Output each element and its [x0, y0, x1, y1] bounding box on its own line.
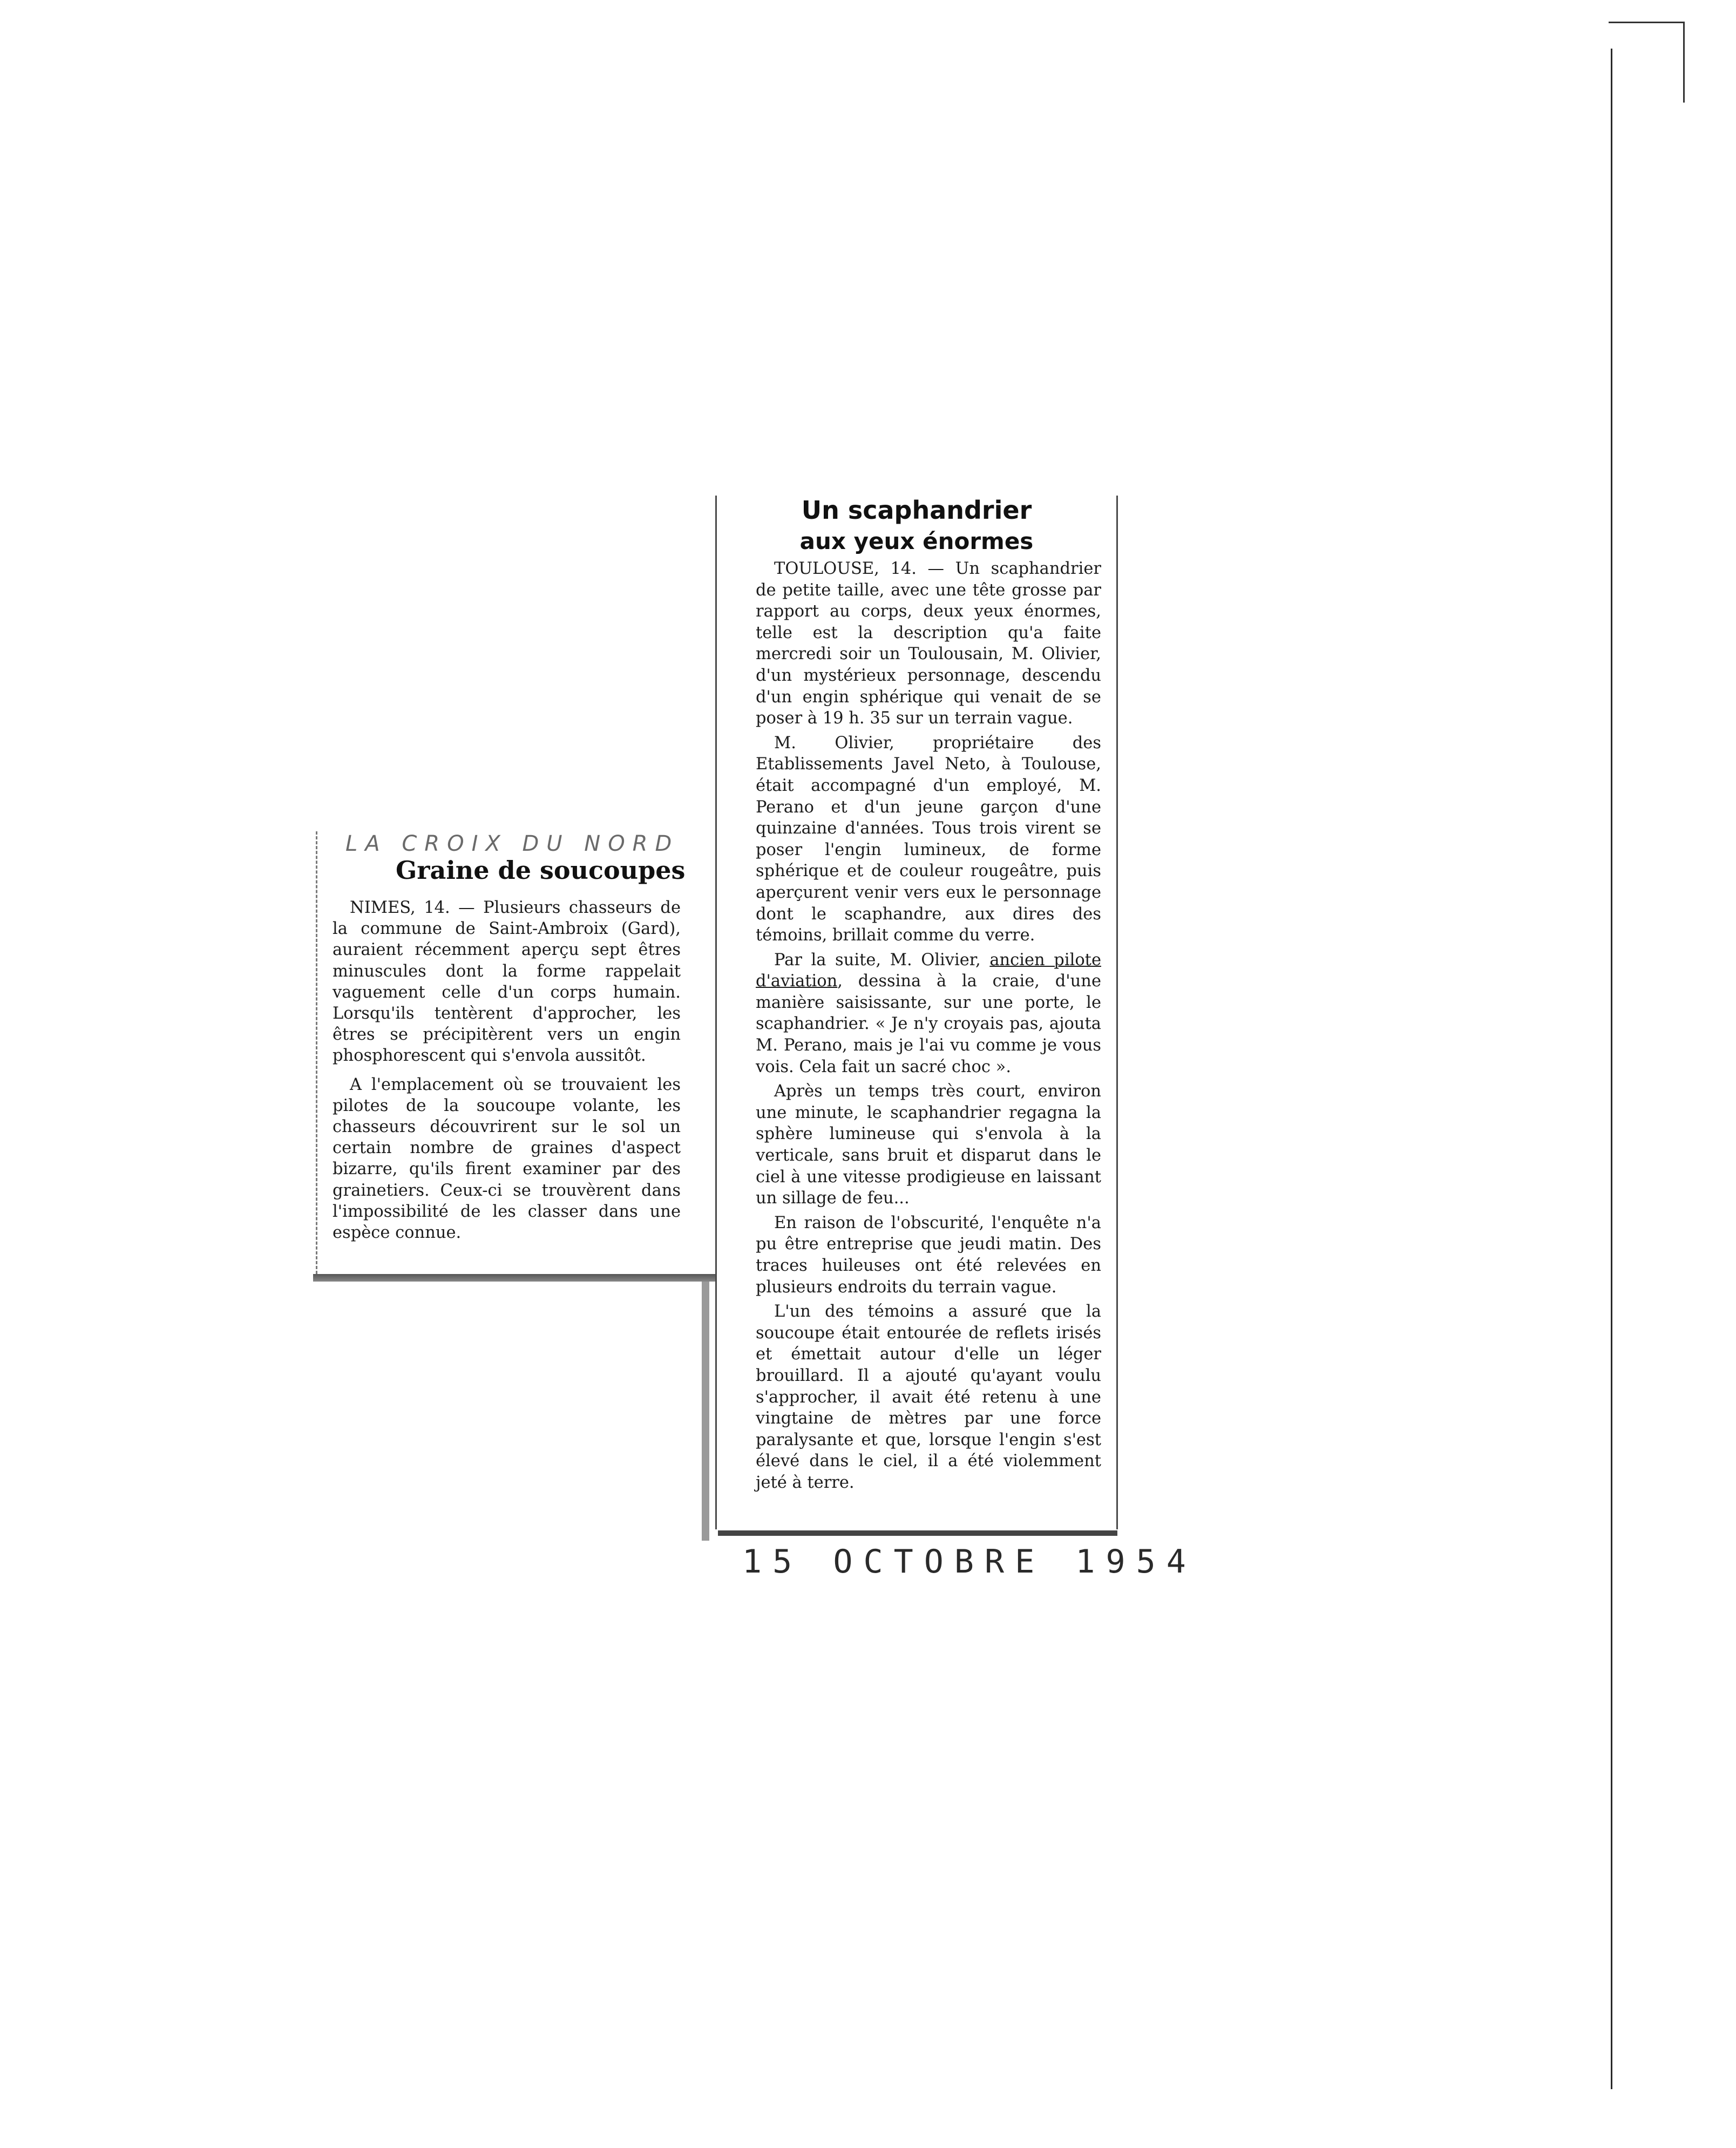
- article-headline: Un scaphandrier: [801, 496, 1032, 525]
- article-paragraph: [756, 950, 1101, 1078]
- scan-frame-corner: [1683, 22, 1685, 103]
- underlined-phrase: ancien pilote d'aviation: [756, 950, 1101, 991]
- article-paragraph: En raison de l'obscurité, l'enquête n'a pu être entreprise que jeudi matin. Des traces huileuses ont été relevées en plusieurs endroits du terrain vague.: [756, 1213, 1101, 1297]
- date-stamp: 15 OCTOBRE 1954: [742, 1543, 1197, 1581]
- clipping-graine-de-soucoupes: [316, 831, 695, 1274]
- article-paragraph: L'un des témoins a assuré que la soucoupe était entourée de reflets irisés et émettait autour d'elle un léger brouillard. Il a ajouté qu'ayant voulu s'approcher, il avait été retenu à une vingtaine de mètres par une force paralysante et que, lorsque l'engin s'est élevé dans le ciel, il a été violemment jeté à terre.: [756, 1302, 1101, 1492]
- article-body: [756, 558, 1101, 1497]
- text-run: Par la suite, M. Olivier,: [774, 950, 990, 970]
- article-paragraph: M. Olivier, propriétaire des Etablissements Javel Neto, à Toulouse, était accompagné d'un employé, M. Perano et d'un jeune garçon d'une quinzaine d'années. Tous trois virent se poser l'engin lumineux, de forme sphérique et de couleur rougeâtre, puis aperçurent venir vers eux le personnage dont le scaphandre, aux dires des témoins, brillait comme du verre.: [756, 733, 1101, 945]
- clipping-cut-edge: [702, 1282, 709, 1541]
- article-subheadline: aux yeux énormes: [799, 528, 1034, 554]
- article-headline: Graine de soucoupes: [396, 856, 686, 885]
- article-paragraph: A l'emplacement où se trouvaient les pilotes de la soucoupe volante, les chasseurs découvrirent sur le sol un certain nombre de graines d'aspect bizarre, qu'ils firent examiner par des grainetiers. Ceux-ci se trouvèrent dans l'impossibilité de les classer dans une espèce connue.: [333, 1075, 681, 1243]
- clipping-scaphandrier: [715, 496, 1118, 1529]
- text-run: , dessina à la craie, d'une manière saisissante, sur une porte, le scaphandrier. « Je n'y croyais pas, ajouta M. Perano, mais je l'ai vu comme je vous vois. Cela fait un sacré choc ».: [756, 972, 1101, 1076]
- article-body: [333, 897, 681, 1251]
- article-paragraph: Après un temps très court, environ une minute, le scaphandrier regagna la sphère lumineuse qui s'envola à la verticale, sans bruit et disparut dans le ciel à une vitesse prodigieuse en laissant un sillage de feu...: [756, 1082, 1101, 1208]
- scan-frame-corner: [1609, 22, 1684, 23]
- newspaper-masthead: LA CROIX DU NORD: [345, 831, 680, 856]
- article-paragraph: NIMES, 14. — Plusieurs chasseurs de la commune de Saint-Ambroix (Gard), auraient récemment aperçu sept êtres minuscules dont la forme rappelait vaguement celle d'un corps humain. Lorsqu'ils tentèrent d'approcher, les êtres se précipitèrent vers un engin phosphorescent qui s'envola aussitôt.: [333, 898, 681, 1066]
- clipping-cut-edge: [718, 1530, 1117, 1536]
- clipping-cut-edge: [313, 1274, 715, 1282]
- scan-frame-edge: [1611, 49, 1612, 2089]
- article-paragraph: TOULOUSE, 14. — Un scaphandrier de petite taille, avec une tête grosse par rapport au corps, deux yeux énormes, telle est la description qu'a faite mercredi soir un Toulousain, M. Olivier, d'un mystérieux personnage, descendu d'un engin sphérique qui venait de se poser à 19 h. 35 sur un terrain vague.: [756, 559, 1101, 728]
